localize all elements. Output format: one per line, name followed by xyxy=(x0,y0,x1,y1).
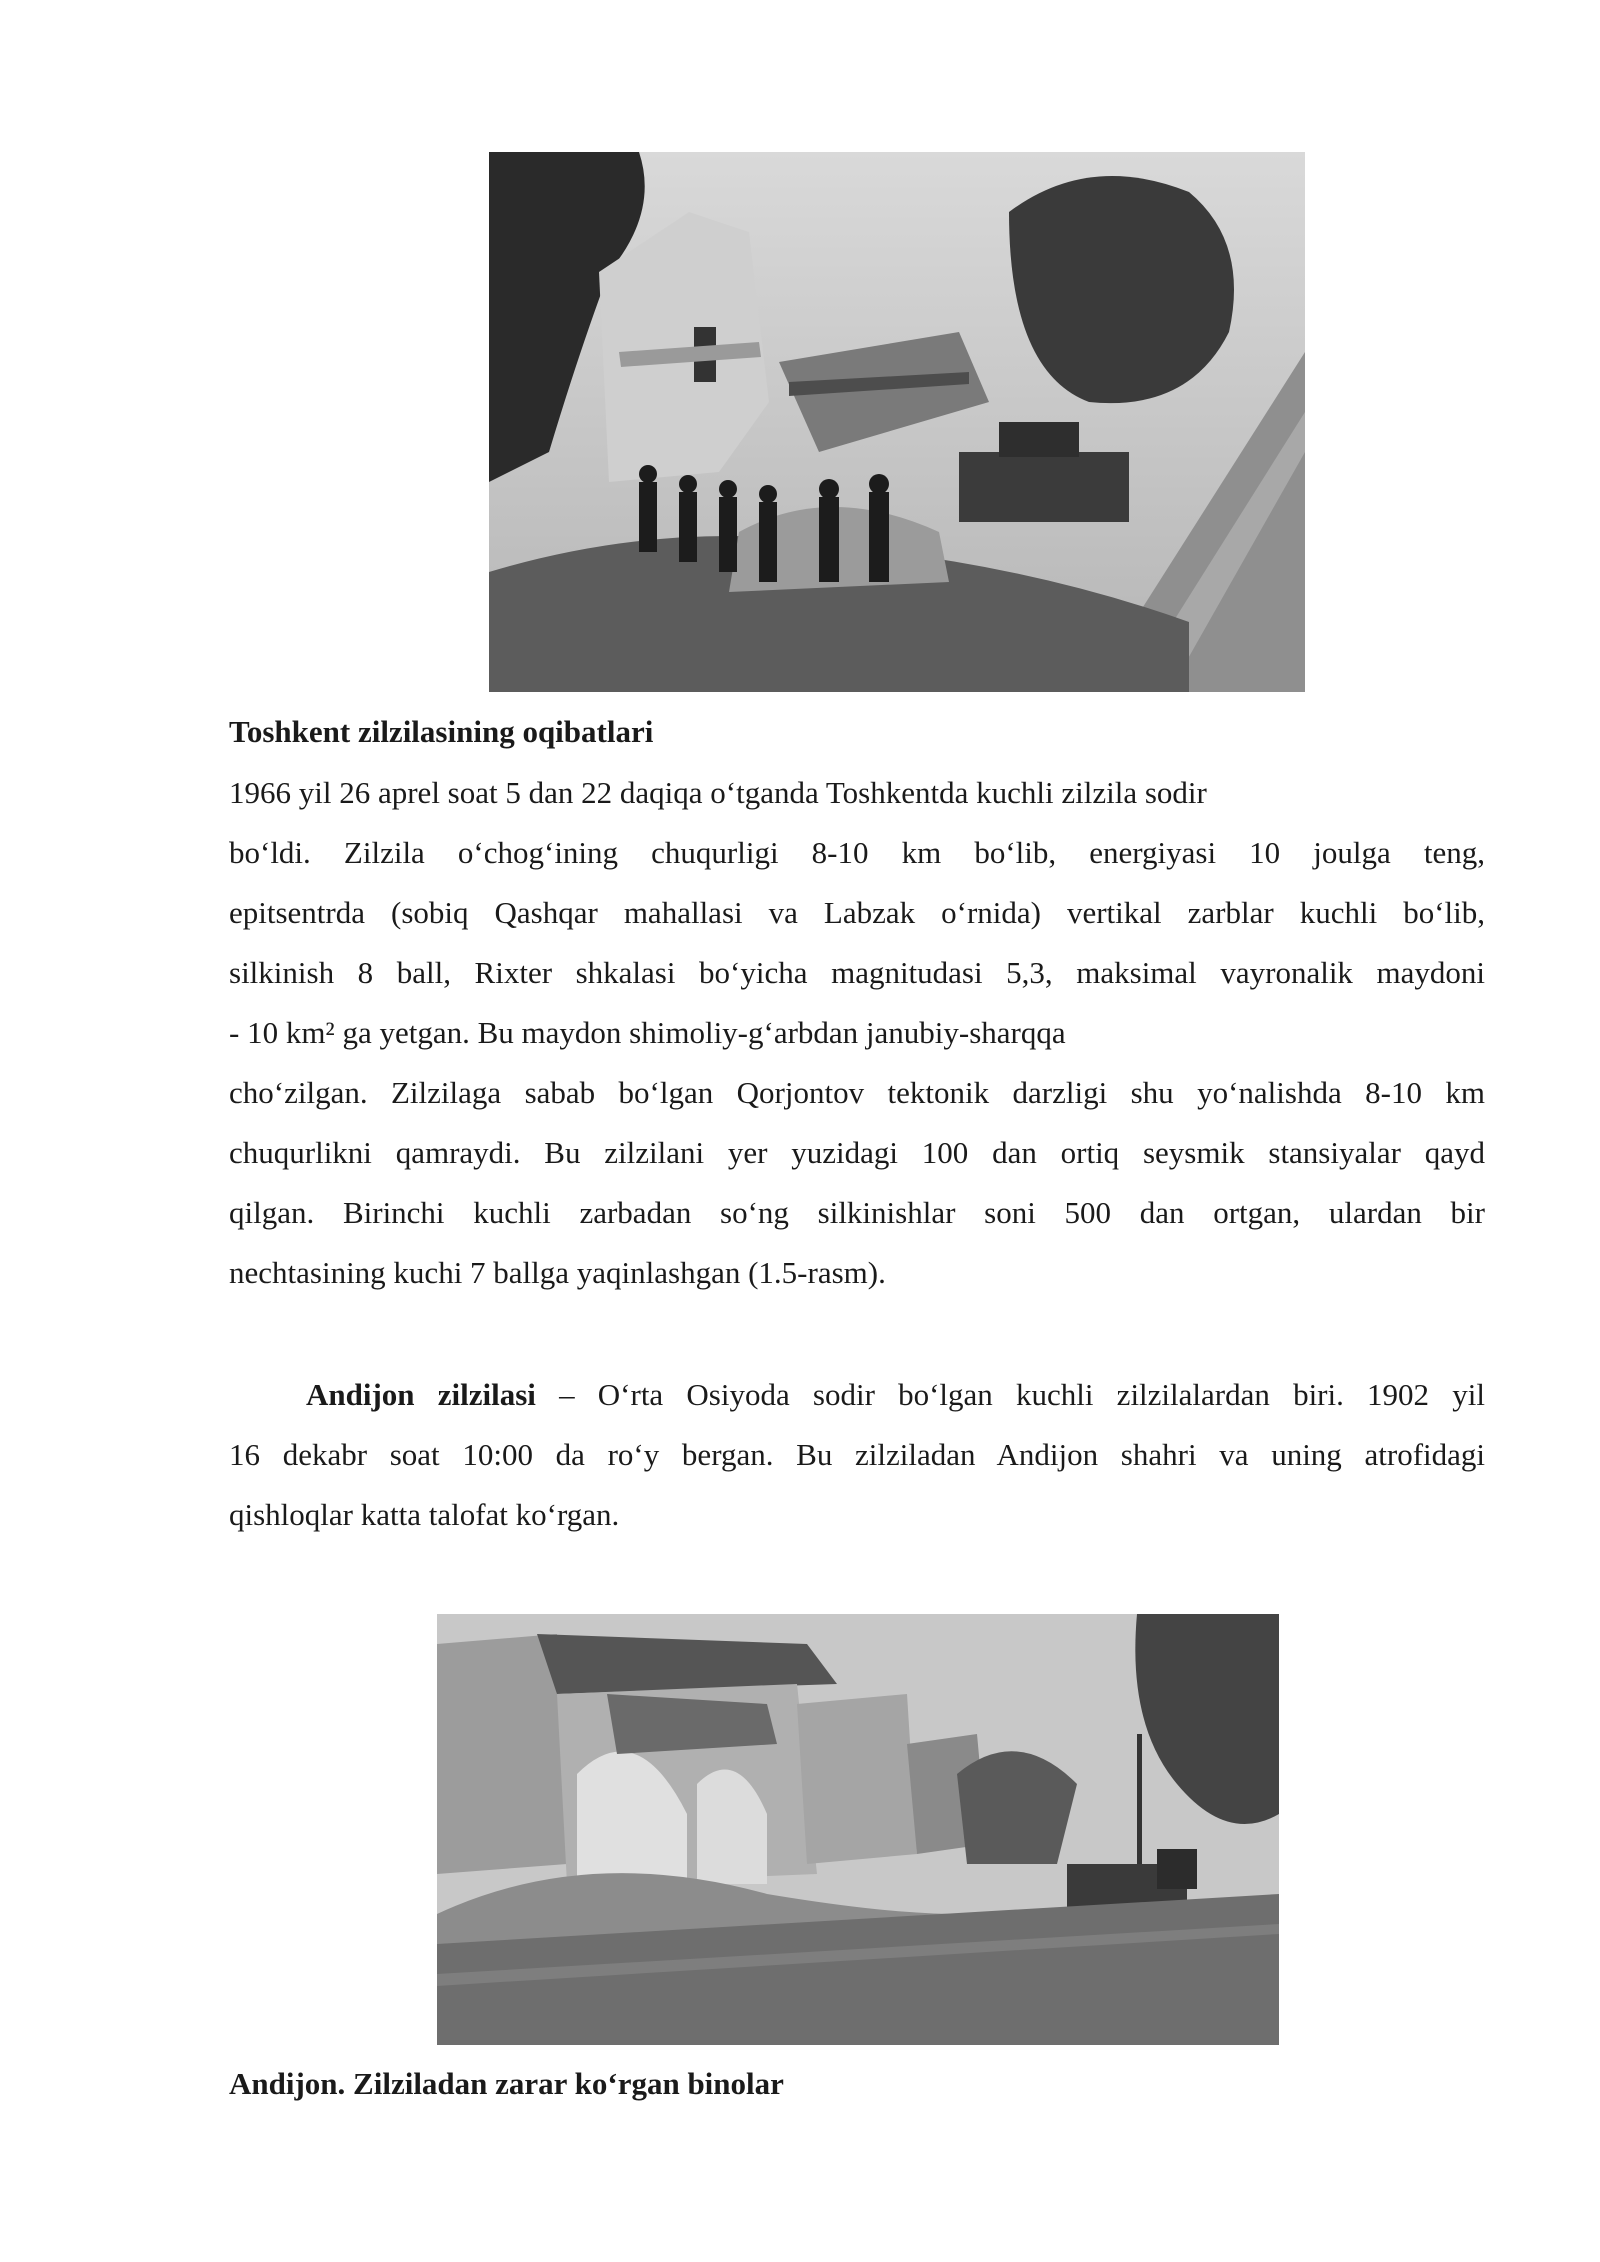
text-line xyxy=(229,1365,1485,1425)
andijan-earthquake-photo xyxy=(437,1614,1279,2045)
text-line: - 10 km² ga yetgan. Bu maydon shimoliy-g‘arbdan janubiy-sharqqa xyxy=(229,1015,1066,1050)
text-line: qishloqlar katta talofat ko‘rgan. xyxy=(229,1497,620,1532)
text-line: cho‘zilgan. Zilzilaga sabab bo‘lgan Qorjontov tektonik darzligi shu yo‘nalishda 8-10 km xyxy=(229,1075,1485,1110)
text-line: qilgan. Birinchi kuchli zarbadan so‘ng silkinishlar soni 500 dan ortgan, ulardan bir xyxy=(229,1195,1485,1230)
andijan-term: Andijon zilzilasi xyxy=(306,1377,536,1412)
andijan-paragraph xyxy=(229,1365,1485,1545)
text-line: 1966 yil 26 aprel soat 5 dan 22 daqiqa o‘tganda Toshkentda kuchli zilzila sodir xyxy=(229,775,1207,810)
text-line: 16 dekabr soat 10:00 da ro‘y bergan. Bu zilziladan Andijon shahri va uning atrofidagi xyxy=(229,1437,1485,1472)
tashkent-paragraph xyxy=(229,763,1485,1303)
tashkent-earthquake-photo xyxy=(489,152,1305,692)
text-line: bo‘ldi. Zilzila o‘chog‘ining chuqurligi 8-10 km bo‘lib, energiyasi 10 joulga teng, xyxy=(229,835,1485,870)
text-line: epitsentrda (sobiq Qashqar mahallasi va Labzak o‘rnida) vertikal zarblar kuchli bo‘lib, xyxy=(229,895,1485,930)
text-line: nechtasining kuchi 7 ballga yaqinlashgan (1.5-rasm). xyxy=(229,1255,886,1290)
andijan-intro: – O‘rta Osiyoda sodir bo‘lgan kuchli zilzilalardan biri. 1902 yil xyxy=(535,1377,1485,1412)
text-line: silkinish 8 ball, Rixter shkalasi bo‘yicha magnitudasi 5,3, maksimal vayronalik maydoni xyxy=(229,955,1485,990)
tashkent-caption: Toshkent zilzilasining oqibatlari xyxy=(229,714,654,749)
andijan-caption: Andijon. Zilziladan zarar ko‘rgan binolar xyxy=(229,2066,784,2101)
text-line: chuqurlikni qamraydi. Bu zilzilani yer yuzidagi 100 dan ortiq seysmik stansiyalar qayd xyxy=(229,1135,1485,1170)
